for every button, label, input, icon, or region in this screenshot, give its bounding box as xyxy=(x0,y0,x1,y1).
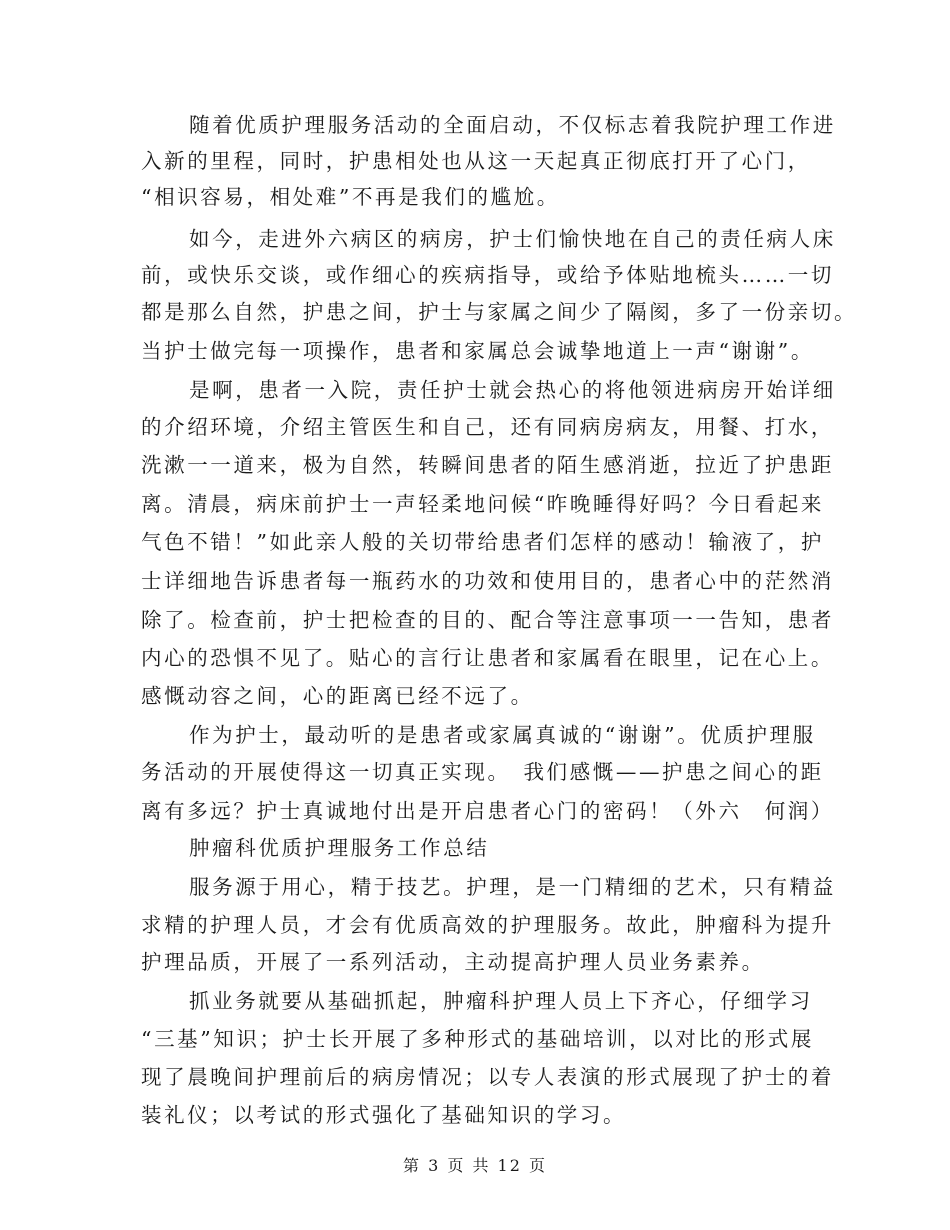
text-line: 装礼仪；以考试的形式强化了基础知识的学习。 xyxy=(141,1103,627,1127)
text-line: 离有多远？护士真诚地付出是开启患者心门的密码！（外六 何润） xyxy=(141,799,834,823)
text-line: 当护士做完每一项操作，患者和家属总会诚挚地道上一声“谢谢”。 xyxy=(141,339,814,363)
text-line: “相识容易，相处难”不再是我们的尴尬。 xyxy=(141,185,560,209)
text-line: 的介绍环境，介绍主管医生和自己，还有同病房病友，用餐、打水， xyxy=(141,415,834,439)
section-heading: 肿瘤科优质护理服务工作总结 xyxy=(189,836,490,860)
text-line: 士详细地告诉患者每一瓶药水的功效和使用目的，患者心中的茫然消 xyxy=(141,569,834,593)
page-number: 第 3 页 共 12 页 xyxy=(403,1156,547,1175)
text-line: “三基”知识；护士长开展了多种形式的基础培训，以对比的形式展 xyxy=(141,1027,814,1051)
text-line: 随着优质护理服务活动的全面启动，不仅标志着我院护理工作进 xyxy=(189,113,836,137)
text-line: 离。清晨，病床前护士一声轻柔地问候“昨晚睡得好吗？今日看起来 xyxy=(141,492,824,516)
text-line: 都是那么自然，护患之间，护士与家属之间少了隔阂，多了一份亲切。 xyxy=(141,300,858,324)
text-line: 入新的里程，同时，护患相处也从这一天起真正彻底打开了心门， xyxy=(141,149,811,173)
text-line: 抓业务就要从基础抓起，肿瘤科护理人员上下齐心，仔细学习 xyxy=(189,989,813,1013)
text-line: 前，或快乐交谈，或作细心的疾病指导，或给予体贴地梳头……一切 xyxy=(141,263,834,287)
text-line: 除了。检查前，护士把检查的目的、配合等注意事项一一告知，患者 xyxy=(141,608,834,632)
text-line: 是啊，患者一入院，责任护士就会热心的将他领进病房开始详细 xyxy=(189,378,836,402)
text-line: 如今，走进外六病区的病房，护士们愉快地在自己的责任病人床 xyxy=(189,227,836,251)
text-line: 求精的护理人员，才会有优质高效的护理服务。故此，肿瘤科为提升 xyxy=(141,913,834,937)
text-line: 作为护士，最动听的是患者或家属真诚的“谢谢”。优质护理服 xyxy=(189,723,816,747)
text-line: 洗漱一一道来，极为自然，转瞬间患者的陌生感消逝，拉近了护患距 xyxy=(141,453,834,477)
text-line: 内心的恐惧不见了。贴心的言行让患者和家属看在眼里，记在心上。 xyxy=(141,646,834,670)
text-line: 务活动的开展使得这一切真正实现。 我们感慨——护患之间心的距 xyxy=(141,760,824,784)
text-line: 气色不错！”如此亲人般的关切带给患者们怎样的感动！输液了，护 xyxy=(141,530,824,554)
text-line: 护理品质，开展了一系列活动，主动提高护理人员业务素养。 xyxy=(141,950,765,974)
text-line: 服务源于用心，精于技艺。护理，是一门精细的艺术，只有精益 xyxy=(189,875,836,899)
text-line: 现了晨晚间护理前后的病房情况；以专人表演的形式展现了护士的着 xyxy=(141,1065,834,1089)
text-line: 感慨动容之间，心的距离已经不远了。 xyxy=(141,684,534,708)
